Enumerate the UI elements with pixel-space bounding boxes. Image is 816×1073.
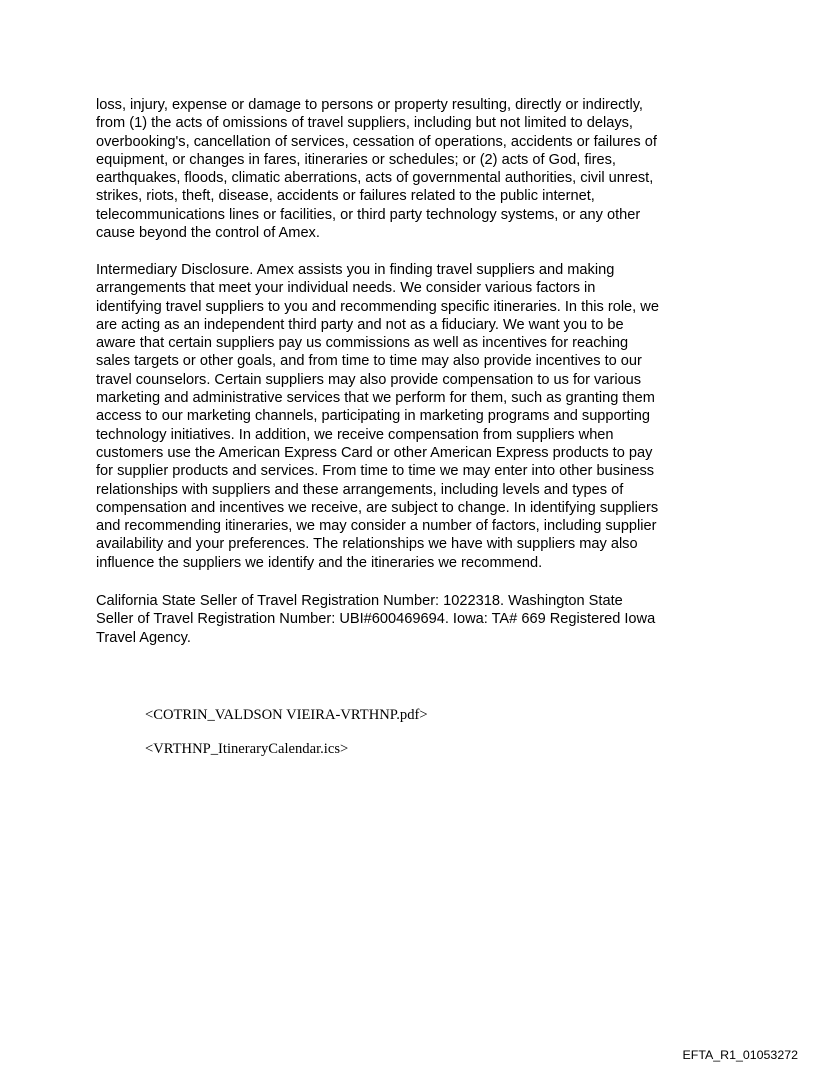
- paragraph-line: telecommunications lines or facilities, or third party technology systems, or any other: [96, 206, 641, 223]
- paragraph-line: equipment, or changes in fares, itineraries or schedules; or (2) acts of God, fires,: [96, 151, 616, 168]
- paragraph-line: sales targets or other goals, and from time to time may also provide incentives to our: [96, 353, 642, 370]
- paragraph-line: aware that certain suppliers pay us commissions as well as incentives for reaching: [96, 335, 629, 352]
- paragraph-line: and recommending itineraries, we may consider a number of factors, including supplier: [96, 518, 657, 535]
- paragraph-line: influence the suppliers we identify and the itineraries we recommend.: [96, 554, 543, 571]
- paragraph-line: from (1) the acts of omissions of travel suppliers, including but not limited to delays,: [96, 115, 633, 132]
- paragraph-line: identifying travel suppliers to you and recommending specific itineraries. In this role, we: [96, 298, 659, 315]
- registration-paragraph: [96, 592, 736, 647]
- paragraph-line: are acting as an independent third party and not as a fiduciary. We want you to be: [96, 316, 624, 333]
- liability-paragraph: [96, 96, 736, 242]
- paragraph-line: travel counselors. Certain suppliers may also provide compensation to us for various: [96, 371, 642, 388]
- attachment-pdf-link[interactable]: <COTRIN_VALDSON VIEIRA-VRTHNP.pdf>: [145, 707, 428, 723]
- paragraph-line: marketing and administrative services that we perform for them, such as granting them: [96, 390, 655, 407]
- paragraph-line: relationships with suppliers and these arrangements, including levels and types of: [96, 481, 624, 498]
- paragraph-line: loss, injury, expense or damage to persons or property resulting, directly or indirectly,: [96, 97, 643, 113]
- paragraph-line: overbooking's, cancellation of services, cessation of operations, accidents or failures of: [96, 133, 657, 150]
- paragraph-line: cause beyond the control of Amex.: [96, 225, 320, 242]
- paragraph-line: earthquakes, floods, climatic aberrations, acts of governmental authorities, civil unrest,: [96, 170, 654, 187]
- paragraph-line: compensation and incentives we receive, are subject to change. In identifying suppliers: [96, 499, 659, 516]
- intermediary-disclosure-paragraph: [96, 261, 736, 572]
- document-id-footer: EFTA_R1_01053272: [682, 1048, 798, 1062]
- paragraph-line: availability and your preferences. The relationships we have with suppliers may also: [96, 536, 638, 553]
- paragraph-line: Intermediary Disclosure. Amex assists you in finding travel suppliers and making: [96, 262, 615, 278]
- paragraph-line: Seller of Travel Registration Number: UBI#600469694. Iowa: TA# 669 Registered Iowa: [96, 611, 656, 628]
- paragraph-line: California State Seller of Travel Registration Number: 1022318. Washington State: [96, 593, 623, 609]
- paragraph-line: technology initiatives. In addition, we receive compensation from suppliers when: [96, 426, 614, 443]
- paragraph-line: arrangements that meet your individual needs. We consider various factors in: [96, 280, 596, 297]
- paragraph-line: access to our marketing channels, participating in marketing programs and supporting: [96, 408, 651, 425]
- paragraph-line: customers use the American Express Card or other American Express products to pay: [96, 444, 653, 461]
- paragraph-line: Travel Agency.: [96, 629, 191, 646]
- paragraph-line: for supplier products and services. From time to time we may enter into other business: [96, 463, 655, 480]
- attachment-calendar-link[interactable]: <VRTHNP_ItineraryCalendar.ics>: [145, 741, 349, 757]
- paragraph-line: strikes, riots, theft, disease, accidents or failures related to the public internet,: [96, 188, 595, 205]
